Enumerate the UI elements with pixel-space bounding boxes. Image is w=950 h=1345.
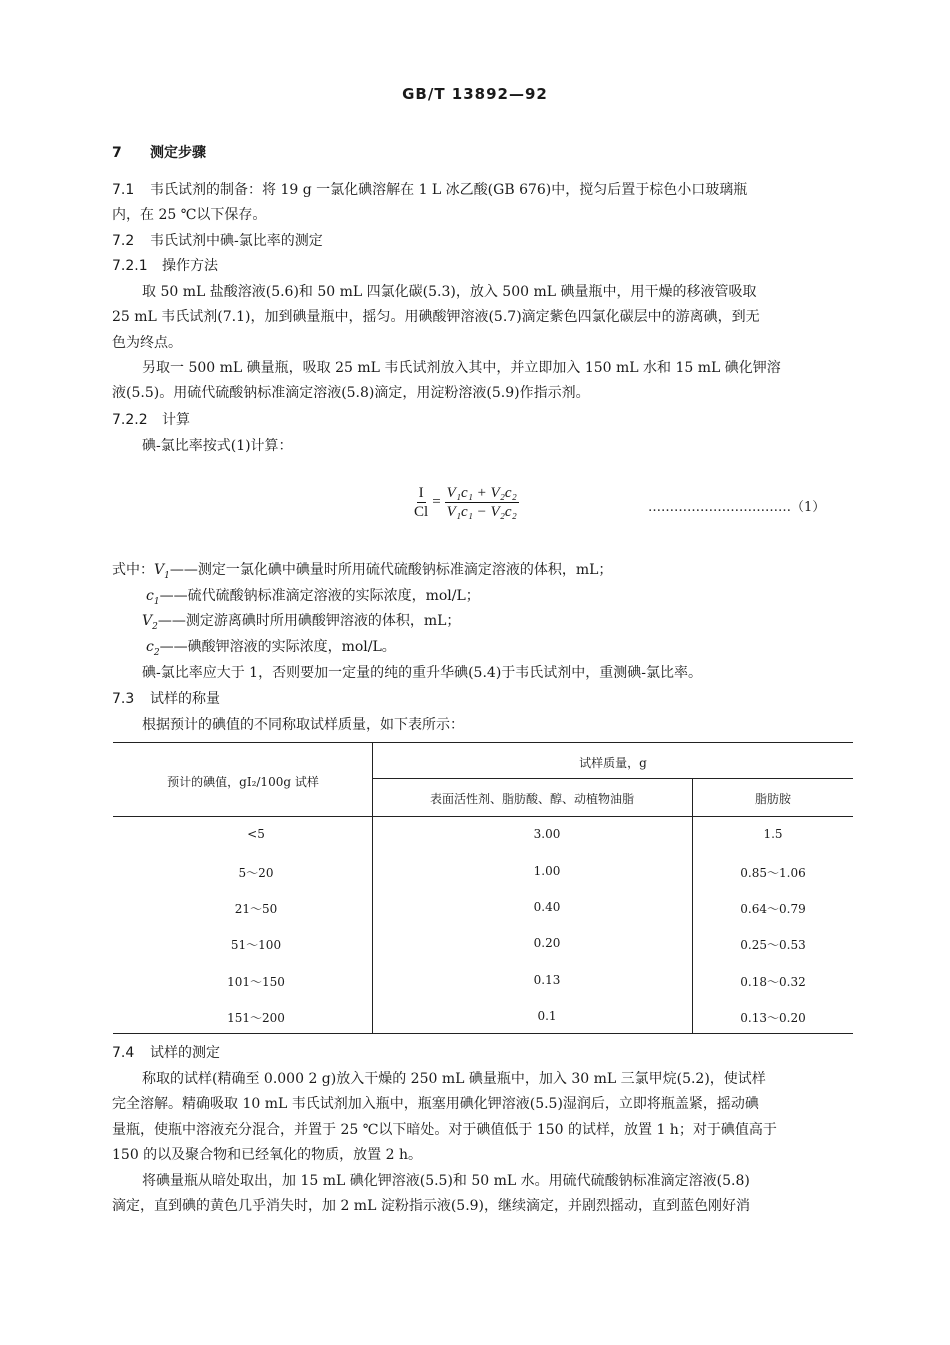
cell-iodine-value: 5～20 [238, 866, 274, 880]
ratio-note: 碘-氯比率应大于 1，否则要加一定量的纯的重升华碘(5.4)于韦氏试剂中，重测碘-氯比率。 [142, 665, 703, 681]
section-number: 7.4 [112, 1045, 135, 1061]
cell-mass-amine: 0.13～0.20 [740, 1011, 806, 1025]
lhs-denominator: Cl [414, 504, 429, 520]
section-7-4-heading [112, 1043, 220, 1063]
cell-iodine-value: 21～50 [234, 902, 278, 916]
equation-number: ……………………………（1） [648, 500, 826, 515]
cell-mass-amine: 1.5 [763, 827, 783, 841]
sample-mass-table [113, 742, 853, 1034]
formula-1 [410, 484, 523, 521]
var-symbol: $V_2$ [142, 613, 158, 632]
cell-mass-amine: 0.85～1.06 [740, 866, 806, 880]
paragraph-line: 称取的试样(精确至 0.000 2 g)放入干燥的 250 mL 碘量瓶中，加入 30 mL 三氯甲烷(5.2)，使试样 [142, 1071, 766, 1087]
section-7-2-2-heading [112, 410, 190, 430]
section-7-2-1-heading [112, 256, 218, 276]
paragraph-line: 滴定，直到碘的黄色几乎消失时，加 2 mL 淀粉指示液(5.9)，继续滴定，并剧烈摇动，直到蓝色刚好消 [112, 1198, 751, 1214]
paragraph-line: 将碘量瓶从暗处取出，加 15 mL 碘化钾溶液(5.5)和 50 mL 水。用硫代硫酸钠标准滴定溶液(5.8) [142, 1173, 750, 1189]
section-7-heading [112, 143, 206, 163]
cell-mass: 0.40 [533, 900, 561, 914]
variable-def [112, 560, 612, 586]
section-7-3-heading [112, 689, 220, 709]
rhs-denominator: V₁c₁ − V₂c₂ [446, 504, 517, 520]
cell-mass: 3.00 [533, 827, 561, 841]
cell-iodine-value: <5 [247, 827, 265, 841]
paragraph-line: 150 的以及聚合物和已经氧化的物质，放置 2 h。 [112, 1147, 422, 1163]
section-title: 测定步骤 [150, 145, 206, 161]
group-header-sample-mass: 试样质量，g [579, 756, 647, 770]
variable-def [142, 611, 460, 637]
variable-def [146, 637, 396, 663]
cell-iodine-value: 151～200 [227, 1011, 285, 1025]
variable-def [146, 586, 480, 612]
var-desc: ——硫代硫酸钠标准滴定溶液的实际浓度，mol/L； [159, 588, 480, 604]
table-divider [372, 778, 853, 779]
section-number: 7.2 [112, 233, 135, 249]
cell-iodine-value: 101～150 [227, 975, 285, 989]
cell-mass: 0.20 [533, 936, 561, 950]
section-title: 操作方法 [162, 258, 218, 274]
section-number: 7 [112, 145, 122, 161]
section-title: 试样的称量 [150, 691, 220, 707]
var-symbol: $c_2$ [146, 639, 160, 658]
col-header-surfactants: 表面活性剂、脂肪酸、醇、动植物油脂 [429, 792, 635, 806]
var-desc: ——测定一氯化碘中碘量时所用硫代硫酸钠标准滴定溶液的体积，mL； [169, 562, 613, 578]
table-intro: 根据预计的碘值的不同称取试样质量，如下表所示： [142, 717, 464, 733]
paragraph-line: 完全溶解。精确吸取 10 mL 韦氏试剂加入瓶中，瓶塞用碘化钾溶液(5.5)湿润后，立即将瓶盖紧，摇动碘 [112, 1096, 759, 1112]
formula-lhs [414, 484, 428, 521]
paragraph-text: 韦氏试剂的制备：将 19 g 一氯化碘溶解在 1 L 冰乙酸(GB 676)中，搅匀后置于棕色小口玻璃瓶 [150, 182, 748, 198]
section-number: 7.1 [112, 182, 135, 198]
cell-mass: 0.13 [533, 973, 561, 987]
paragraph-line: 色为终点。 [112, 335, 182, 351]
cell-mass: 1.00 [533, 864, 561, 878]
col-header-iodine-value: 预计的碘值，gI₂/100g 试样 [167, 775, 319, 789]
lhs-numerator: I [418, 485, 424, 501]
var-desc: ——碘酸钾溶液的实际浓度，mol/L。 [159, 639, 396, 655]
equals-sign: = [432, 494, 441, 510]
section-title: 韦氏试剂中碘-氯比率的测定 [150, 233, 323, 249]
table-divider [372, 743, 373, 1033]
formula-intro: 碘-氯比率按式(1)计算： [142, 438, 293, 454]
section-7-1-line1 [112, 180, 747, 200]
var-desc: ——测定游离碘时所用碘酸钾溶液的体积，mL； [157, 613, 461, 629]
section-number: 7.2.2 [112, 412, 148, 428]
section-title: 试样的测定 [150, 1045, 220, 1061]
paragraph-line: 液(5.5)。用硫代硫酸钠标准滴定溶液(5.8)滴定，用淀粉溶液(5.9)作指示剂。 [112, 385, 590, 401]
where-label: 式中： [112, 562, 154, 578]
formula-rhs [445, 484, 519, 521]
paragraph-line: 另取一 500 mL 碘量瓶，吸取 25 mL 韦氏试剂放入其中，并立即加入 150 mL 水和 15 mL 碘化钾溶 [142, 360, 781, 376]
var-symbol: $c_1$ [146, 588, 160, 607]
table-divider [113, 816, 853, 817]
rhs-numerator: V₁c₁ + V₂c₂ [446, 485, 517, 501]
paragraph-line: 量瓶，使瓶中溶液充分混合，并置于 25 ℃以下暗处。对于碘值低于 150 的试样，放置 1 h；对于碘值高于 [112, 1122, 777, 1138]
cell-mass-amine: 0.25～0.53 [740, 938, 806, 952]
section-number: 7.3 [112, 691, 135, 707]
section-number: 7.2.1 [112, 258, 148, 274]
col-header-fatty-amines: 脂肪胺 [754, 792, 792, 806]
section-title: 计算 [162, 412, 190, 428]
cell-mass: 0.1 [537, 1009, 557, 1023]
section-7-1-line2: 内，在 25 ℃以下保存。 [112, 207, 267, 223]
cell-iodine-value: 51～100 [230, 938, 282, 952]
var-symbol: $V_1$ [154, 562, 170, 581]
standard-number-header: GB/T 13892—92 [402, 85, 548, 103]
cell-mass-amine: 0.18～0.32 [740, 975, 806, 989]
paragraph-line: 25 mL 韦氏试剂(7.1)，加到碘量瓶中，摇匀。用碘酸钾溶液(5.7)滴定紫色四氯化碳层中的游离碘，到无 [112, 309, 760, 325]
section-7-2-heading [112, 231, 323, 251]
cell-mass-amine: 0.64～0.79 [740, 902, 806, 916]
paragraph-line: 取 50 mL 盐酸溶液(5.6)和 50 mL 四氯化碳(5.3)，放入 500 mL 碘量瓶中，用干燥的移液管吸取 [142, 284, 757, 300]
